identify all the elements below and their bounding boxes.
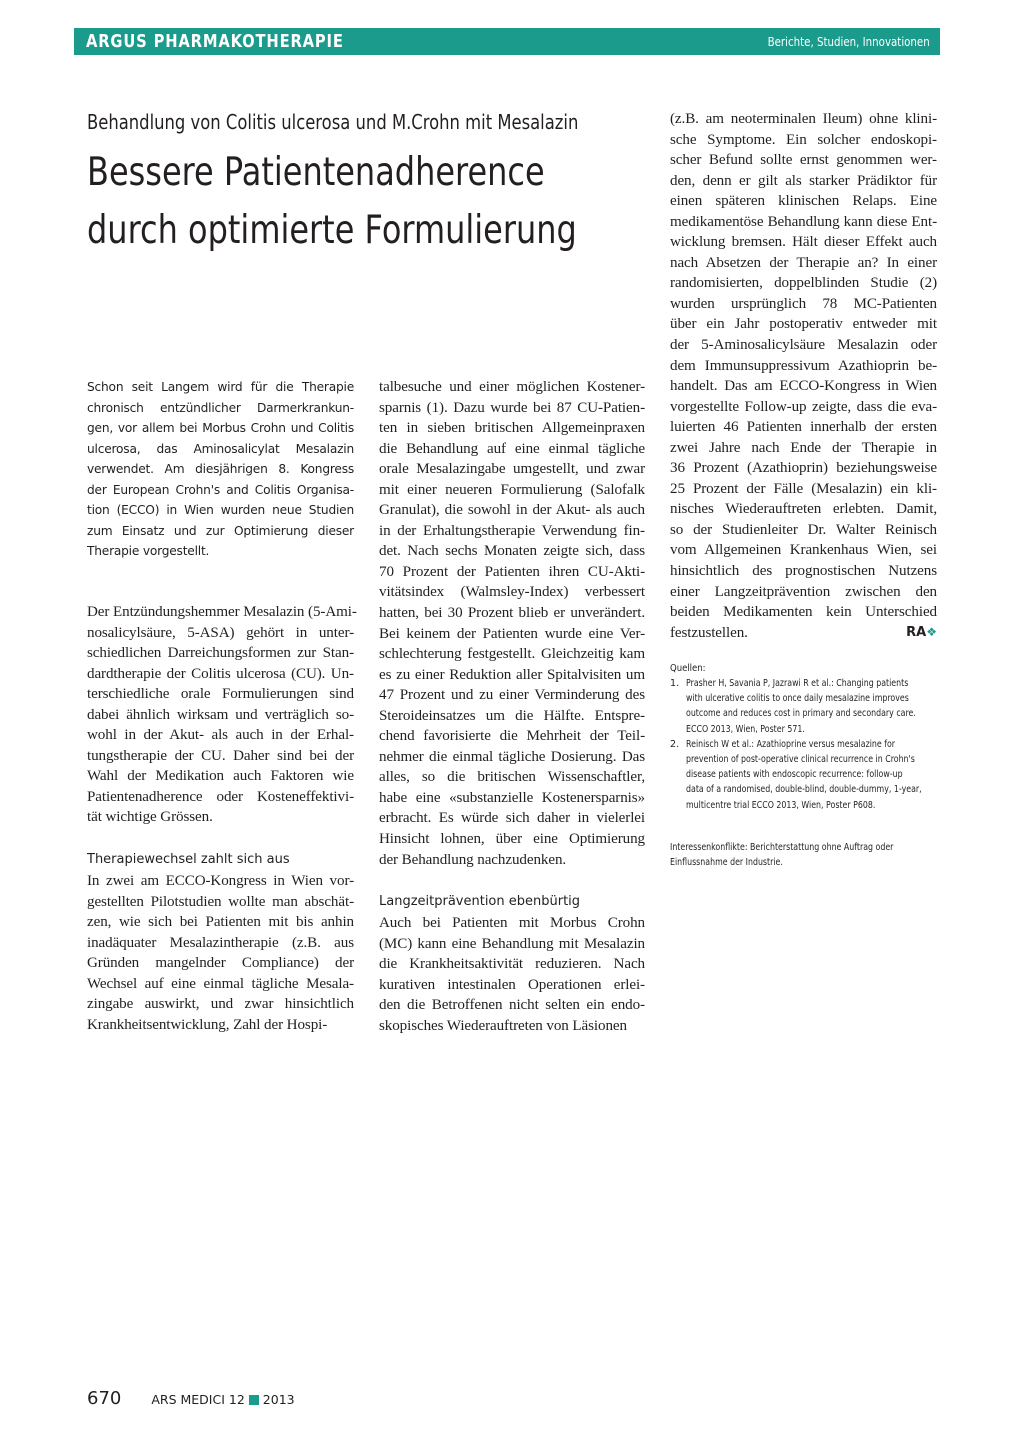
- author-sign-block: [670, 623, 937, 641]
- text-line: die Krankheitsaktivität reduzieren. Nach: [379, 956, 645, 973]
- text-line: schlechterung festgestellt. Gleichzeitig kam: [379, 646, 645, 663]
- reference-line: disease patients with endoscopic recurrence: follow-up: [686, 769, 903, 781]
- text-line: medikamentöse Behandlung kann diese Ent-: [670, 213, 937, 230]
- text-line: inadäquater Mesalazintherapie (z.B. aus: [87, 934, 354, 951]
- subhead-therapiewechsel-block: [87, 850, 354, 871]
- reference-item: [670, 676, 937, 737]
- reference-line: prevention of post-operative clinical recurrence in Crohn's: [686, 754, 915, 766]
- text-line: Hinsicht lohnen, über eine Optimierung: [379, 831, 645, 848]
- text-line: Patientenadherence oder Kosteneffektivi-: [87, 788, 354, 805]
- text-line: 36 Prozent (Azathioprin) beziehungsweise: [670, 460, 937, 477]
- text-line: Krankheitsentwicklung, Zahl der Hospi-: [87, 1016, 328, 1033]
- text-line: scher Befund sollte ernst genommen wer-: [670, 152, 937, 169]
- journal-year: 2013: [262, 1392, 295, 1407]
- section-title: ARGUS PHARMAKOTHERAPIE: [86, 31, 344, 52]
- text-line: zingabe auswirkt, und zwar hinsichtlich: [87, 996, 354, 1013]
- text-line: zum Einsatz und zur Optimierung dieser: [87, 523, 354, 538]
- title-line: durch optimierte Formulierung: [87, 208, 577, 253]
- article-kicker: Behandlung von Colitis ulcerosa und M.Crohn mit Mesalazin: [87, 110, 579, 134]
- text-line: chronisch entzündlicher Darmerkrankun-: [87, 400, 354, 415]
- text-line: der 5-Aminosalicylsäure Mesalazin oder: [670, 337, 937, 354]
- text-line: schiedlichen Darreichungsformen zur Stan-: [87, 645, 354, 662]
- text-line: beiden Medikamenten kein Unterschied: [670, 604, 937, 621]
- text-line: ulcerosa, das Aminosalicylat Mesalazin: [87, 441, 354, 456]
- text-line: skopisches Wiederauftreten von Läsionen: [379, 1017, 627, 1034]
- text-line: talbesuche und einer möglichen Kostener-: [379, 379, 645, 395]
- text-line: handelt. Das am ECCO-Kongress in Wien: [670, 378, 937, 395]
- column3-paragraph: [670, 109, 937, 643]
- text-line: wurden ursprünglich 78 MC-Patienten: [670, 295, 937, 312]
- text-line: ten in sieben britischen Allgemeinpraxen: [379, 420, 645, 437]
- text-line: orale Mesalazingabe umgestellt, und zwar: [379, 461, 645, 478]
- reference-line: data of a randomised, double-blind, double-dummy, 1-year,: [686, 784, 922, 796]
- article-title: [87, 144, 577, 260]
- text-line: 70 Prozent der Patienten ihren CU-Akti-: [379, 563, 645, 580]
- text-line: sche Symptome. Ein solcher endoskopi-: [670, 131, 937, 148]
- end-mark-icon: ❖: [926, 625, 937, 639]
- text-line: festzustellen.: [670, 624, 748, 641]
- text-line: der Behandlung nachzudenken.: [379, 851, 567, 868]
- conflicts-line: Interessenkonflikte: Berichterstattung ohne Auftrag oder: [670, 842, 894, 853]
- text-line: nach Absetzen der Therapie an? In einer: [670, 254, 937, 271]
- text-line: erbracht. Es würde sich daher in vielerlei: [379, 810, 645, 827]
- text-line: zwei Jahre nach Ende der Therapie in: [670, 439, 937, 456]
- text-line: Steroideinsatzes um die Hälfte. Entspre-: [379, 707, 645, 724]
- reference-number: 2.: [670, 738, 680, 750]
- text-line: tion (ECCO) in Wien wurden neue Studien: [87, 503, 354, 518]
- text-line: über ein Jahr postoperativ entweder mit: [670, 316, 937, 333]
- text-line: wicklung bremsen. Hält dieser Effekt auch: [670, 234, 937, 251]
- text-line: es zu einer Reduktion aller Spitalvisiten um: [379, 666, 645, 683]
- page-number: 670: [87, 1388, 122, 1409]
- reference-line: outcome and reduces cost in primary and secondary care.: [686, 708, 916, 720]
- text-line: nisches Wiederauftreten erlebten. Damit,: [670, 501, 937, 518]
- text-line: Schon seit Langem wird für die Therapie: [87, 380, 354, 394]
- text-line: den die Betroffenen nicht selten ein endo-: [379, 997, 645, 1014]
- text-line: Wahl der Medikation auch Faktoren wie: [87, 768, 354, 785]
- text-line: tungstherapie der CU. Daher sind bei der: [87, 747, 354, 764]
- text-line: det. Nach sechs Monaten zeigte sich, dass: [379, 543, 645, 560]
- text-line: 25 Prozent der Fälle (Mesalazin) ein kli-: [670, 480, 937, 497]
- section-tagline: Berichte, Studien, Innovationen: [767, 34, 930, 49]
- text-line: der European Crohn's and Colitis Organisa-: [87, 482, 354, 497]
- square-bullet-icon: [249, 1395, 259, 1405]
- text-line: einer Langzeitprävention zwischen den: [670, 583, 937, 600]
- text-line: so der Studienleiter Dr. Walter Reinisch: [670, 521, 937, 538]
- text-line: habe eine «substanzielle Kostenersparnis»: [379, 789, 645, 806]
- text-line: zen, wie sich bei Patienten mit bis anhin: [87, 914, 354, 931]
- text-line: randomisierten, doppelblinden Studie (2): [670, 275, 937, 292]
- author-sign: RA: [906, 625, 927, 640]
- text-line: (MC) kann eine Behandlung mit Mesalazin: [379, 935, 645, 952]
- text-line: 47 Prozent und zu einer Verminderung des: [379, 687, 645, 704]
- text-line: dabei ähnlich wirksam und verträglich so-: [87, 706, 354, 723]
- text-line: Auch bei Patienten mit Morbus Crohn: [379, 915, 645, 931]
- text-line: dardtherapie der Colitis ulcerosa (CU). Un-: [87, 665, 354, 682]
- text-line: kurativen intestinalen Operationen erlei-: [379, 976, 645, 993]
- text-line: gestellten Pilotstudien wollte man abschät-: [87, 893, 354, 910]
- text-line: hatten, bei 30 Prozent blieb er unverändert.: [379, 605, 645, 622]
- reference-number: 1.: [670, 678, 680, 689]
- text-line: vorgestellte Follow-up zeigte, dass die eva-: [670, 398, 937, 415]
- conflicts-of-interest: [670, 840, 937, 870]
- sources-block: [670, 661, 937, 813]
- text-line: nosalicylsäure, 5-ASA) gehört in unter-: [87, 624, 354, 641]
- text-line: den, denn er gilt als starker Prädiktor für: [670, 172, 937, 189]
- text-line: hinsichtlich des prognostischen Nutzens: [670, 563, 937, 580]
- text-line: einen späteren klinischen Relaps. Eine: [670, 193, 937, 210]
- text-line: Bei keinem der Patienten wurde eine Ver-: [379, 625, 645, 642]
- text-line: terschiedliche orale Formulierungen sind: [87, 686, 354, 703]
- column2-paragraph: [379, 377, 645, 870]
- text-line: Wechsel auf eine einmal tägliche Mesala-: [87, 975, 354, 992]
- text-line: alles, so die britischen Wissenschaftler,: [379, 769, 645, 786]
- text-line: In zwei am ECCO-Kongress in Wien vor-: [87, 873, 354, 889]
- text-line: mit einer neueren Formulierung (Salofalk: [379, 481, 645, 498]
- section2-paragraph: [379, 913, 645, 1036]
- text-line: dem Immunsuppressivum Azathioprin be-: [670, 357, 937, 374]
- text-line: chend favorisierte die Mehrheit der Teil-: [379, 728, 645, 745]
- subhead-langzeit-block: [379, 892, 645, 913]
- text-line: in der Erhaltungstherapie Verwendung fin-: [379, 522, 645, 539]
- text-line: die Behandlung auf eine einmal tägliche: [379, 440, 645, 457]
- conflicts-line: Einflussnahme der Industrie.: [670, 857, 783, 869]
- text-line: vitätsindex (Walmsley-Index) verbessert: [379, 584, 645, 601]
- reference-line: ECCO 2013, Wien, Poster 571.: [686, 723, 805, 735]
- text-line: gen, vor allem bei Morbus Crohn und Colitis: [87, 421, 354, 436]
- text-line: verwendet. Am diesjährigen 8. Kongress: [87, 462, 354, 477]
- text-line: nehmer die einmal tägliche Dosierung. Das: [379, 748, 645, 765]
- lead-paragraph: [87, 377, 354, 562]
- text-line: wohl in der Akut- als auch in der Erhal-: [87, 727, 354, 744]
- text-line: vom Allgemeinen Krankenhaus Wien, sei: [670, 542, 937, 559]
- text-line: Therapie vorgestellt.: [87, 544, 210, 559]
- text-line: Granulat), die sowohl in der Akut- als auch: [379, 502, 645, 519]
- reference-line: Prasher H, Savania P, Jazrawi R et al.: Changing patients: [686, 678, 909, 689]
- reference-line: with ulcerative colitis to once daily mesalazine improves: [686, 693, 909, 705]
- journal-name: ARS MEDICI 12: [151, 1392, 245, 1407]
- text-line: Der Entzündungshemmer Mesalazin (5-Ami-: [87, 604, 357, 620]
- text-line: sparnis (1). Dazu wurde bei 87 CU-Patien-: [379, 399, 645, 416]
- text-line: tät wichtige Grössen.: [87, 809, 213, 826]
- text-line: Gründen mangelnder Compliance) der: [87, 955, 354, 972]
- text-line: luierten 46 Patienten innerhalb der ersten: [670, 419, 937, 436]
- section1-paragraph: [87, 871, 354, 1035]
- subhead-therapiewechsel: Therapiewechsel zahlt sich aus: [87, 852, 290, 867]
- sources-label: Quellen:: [670, 663, 706, 674]
- reference-line: multicentre trial ECCO 2013, Wien, Poster P608.: [686, 799, 876, 811]
- reference-item: [670, 737, 937, 813]
- text-line: (z.B. am neoterminalen Ileum) ohne klini-: [670, 111, 937, 127]
- subhead-langzeitpraevention: Langzeitprävention ebenbürtig: [379, 894, 581, 909]
- reference-line: Reinisch W et al.: Azathioprine versus mesalazine for: [686, 738, 896, 750]
- title-line: Bessere Patientenadherence: [87, 150, 545, 195]
- intro-paragraph: [87, 602, 357, 828]
- section-header-bar: [74, 28, 940, 55]
- page-footer: [87, 1388, 295, 1409]
